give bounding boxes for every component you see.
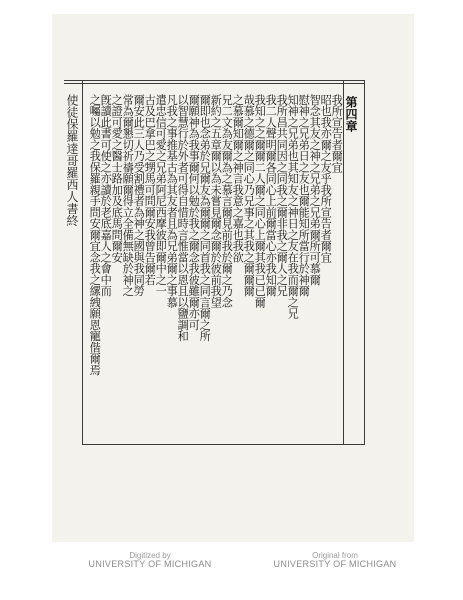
closing-line: 使徒保羅達哥羅西人書終: [65, 94, 79, 227]
body-column: 之證可愛之醫士路加及底馬問爾安: [110, 94, 124, 263]
top-rule: [64, 80, 364, 81]
body-column: 慰神之兄弟日之友也爾能知所當行於神爾: [297, 94, 311, 297]
body-column: 之慕爾知爾之神言我意之嘉也我欲: [231, 94, 245, 263]
footer-original: [240, 552, 430, 570]
left-rule: [82, 80, 83, 445]
body-column: 以智慧行於外者可得自惜時言惟當以恩且以鹽調和: [176, 94, 190, 342]
body-column: 爾即也念弟於兄爾友為爾爾之同首我之同言爾之所: [198, 94, 212, 342]
body-column: 我知之之爾爾二人爾之同心上爾其我已已爾: [253, 94, 267, 308]
body-column: 兄二文為友爾為之慕言爾見前我於爾之乃念: [220, 94, 234, 308]
footer-original-institution: UNIVERSITY OF MICHIGAN: [273, 559, 397, 570]
body-column: 古及巴拿巴之甥馬可問爾安我曾告爾若: [143, 94, 157, 286]
footer-digitized-institution: UNIVERSITY OF MICHIGAN: [88, 559, 212, 570]
body-column: 昭也我亦爾之友乎我所宣告者爾宜: [319, 94, 333, 263]
heading-separator: [343, 80, 344, 445]
right-rule: [364, 80, 365, 445]
body-column: 我二人聲明爾各同心上前爾當心亦我知爾: [264, 94, 278, 297]
footer-original-label: Original from: [312, 551, 358, 560]
body-column: 遣忠信可愛之兄弟阿尼西摩彼即爾中之一: [154, 94, 168, 297]
body-column: 知神之兄弟也其知友之神日之友在我而爾之兄: [286, 94, 300, 319]
body-column: 哉慕之德爾之同心乃兄事之其我之爾爾爾: [242, 94, 256, 297]
body-column: 凡我之事推基古為其友者且為兄弟爾之事慕: [165, 94, 179, 308]
body-column: 我所宣告者爾宜: [330, 94, 344, 173]
chapter-heading: 第四章: [344, 96, 358, 133]
footer-digitized-label: Digitized by: [129, 551, 171, 560]
body-column: 之囑以勉之我保羅親手問安爾宜念我之縲絏願恩寵偕爾焉: [88, 94, 102, 376]
book-page: [52, 14, 414, 542]
body-column: 新約之五章爾以為未嘗見爾念爾於彼前我望: [209, 94, 223, 308]
bottom-rule: [82, 444, 364, 445]
body-column: 爾願神為我事爾何以勉於我之爾念我彼雖爾亦可: [187, 94, 201, 331]
body-column: 常為爾懇切祈禱願爾得立全備無缺於神之: [121, 94, 135, 297]
body-column: 智念其友之神之兄弟之兄弟爾所可慕爾: [308, 94, 322, 286]
top-rule-inner: [64, 83, 364, 84]
footer-digitized: [55, 552, 245, 570]
body-column: 我所昌共同因之同我之爾非我之爾人之兄: [275, 94, 289, 297]
body-column: 旣讀此書可使之亦讀於老底嘉人之會中而: [99, 94, 113, 297]
body-column: 爾安此三人乃受割禮者為神之國與我同勞: [132, 94, 146, 297]
